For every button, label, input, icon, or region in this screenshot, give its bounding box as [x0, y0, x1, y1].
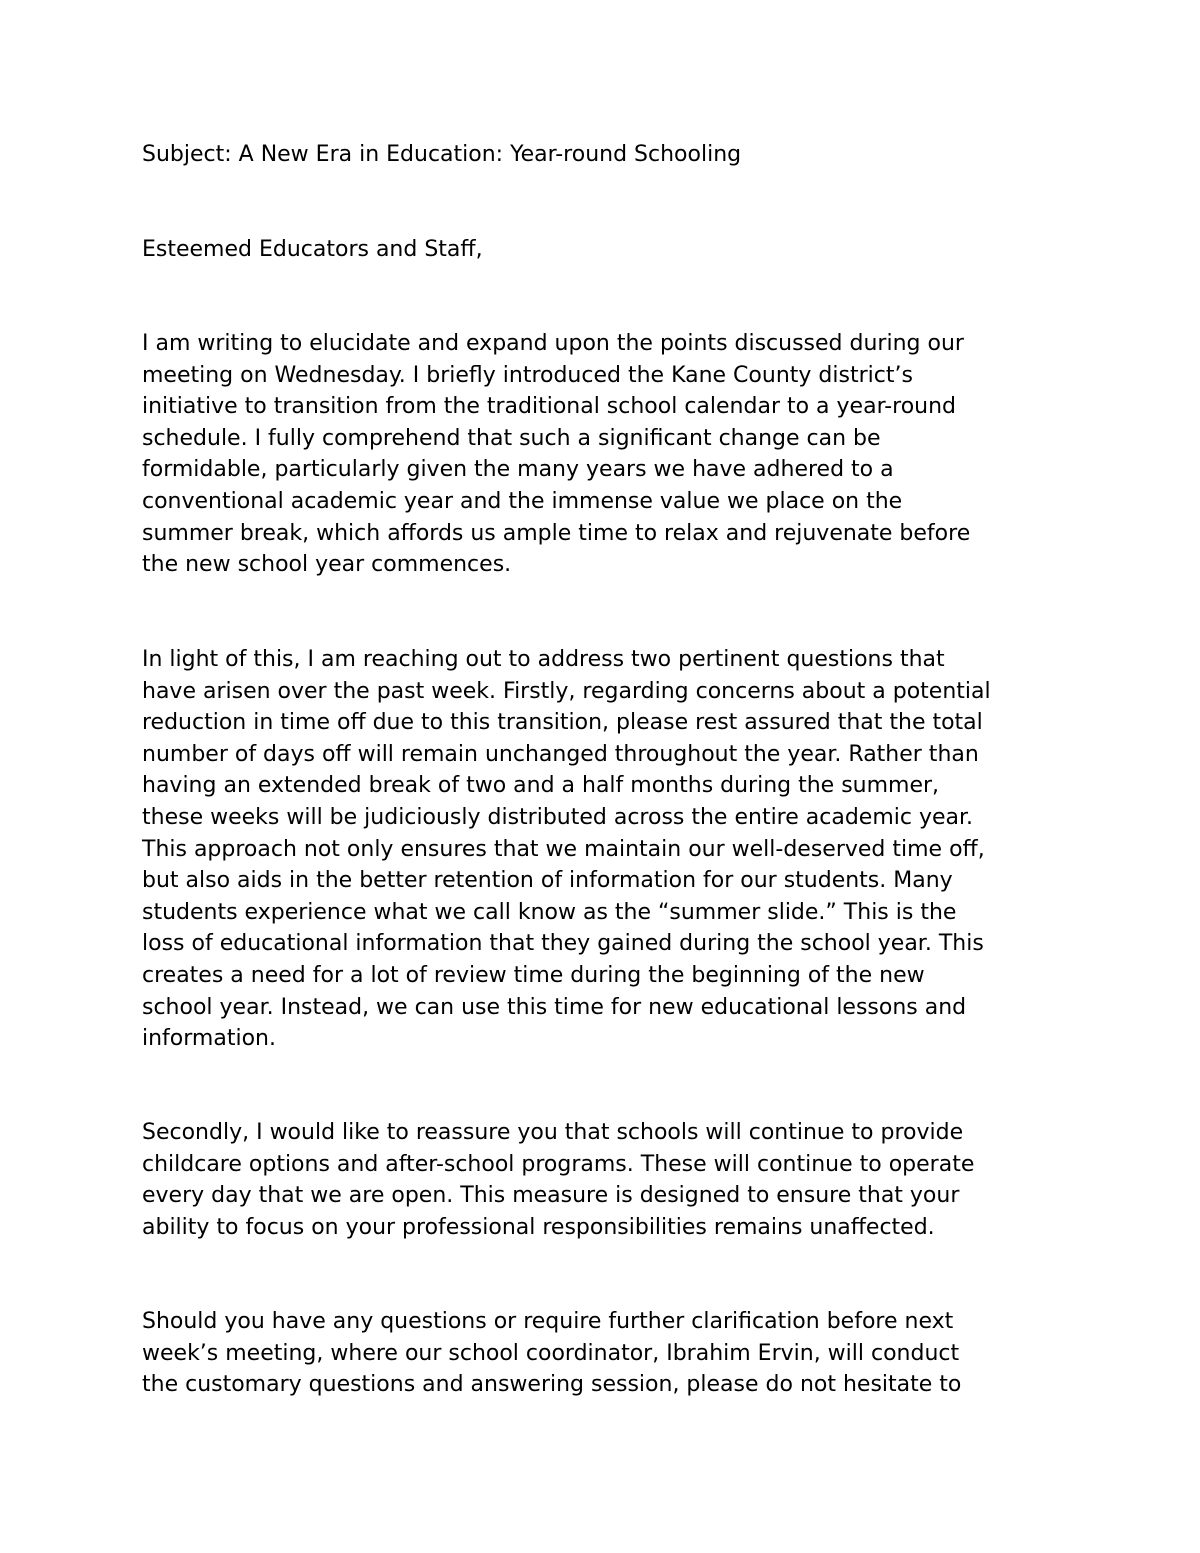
paragraph-line: conventional academic year and the immense value we place on the: [142, 488, 903, 514]
paragraph-line: information.: [142, 1026, 276, 1052]
greeting: Esteemed Educators and Staff,: [142, 237, 483, 262]
paragraph-line: schedule. I fully comprehend that such a significant change can be: [142, 425, 881, 451]
paragraph-3: [142, 1117, 1072, 1243]
paragraph-2: [142, 644, 1072, 1055]
subject-line: Subject: A New Era in Education: Year-round Schooling: [142, 142, 742, 167]
paragraph-line: meeting on Wednesday. I briefly introduced the Kane County district’s: [142, 362, 913, 388]
paragraph-line: week’s meeting, where our school coordinator, Ibrahim Ervin, will conduct: [142, 1340, 960, 1366]
paragraph-line: reduction in time off due to this transition, please rest assured that the total: [142, 710, 983, 736]
paragraph-line: In light of this, I am reaching out to address two pertinent questions that: [142, 647, 945, 672]
paragraph-line: summer break, which affords us ample time to relax and rejuvenate before: [142, 520, 971, 546]
paragraph-line: the customary questions and answering session, please do not hesitate to: [142, 1372, 962, 1398]
paragraph-line: Should you have any questions or require further clarification before next: [142, 1309, 954, 1334]
paragraph-line: formidable, particularly given the many years we have adhered to a: [142, 457, 894, 483]
paragraph-line: have arisen over the past week. Firstly, regarding concerns about a potential: [142, 678, 991, 704]
paragraph-line: school year. Instead, we can use this time for new educational lessons and: [142, 994, 967, 1020]
paragraph-line: Secondly, I would like to reassure you that schools will continue to provide: [142, 1120, 964, 1145]
paragraph-line: loss of educational information that they gained during the school year. This: [142, 931, 984, 957]
paragraph-line: ability to focus on your professional responsibilities remains unaffected.: [142, 1214, 935, 1240]
paragraph-line: the new school year commences.: [142, 552, 512, 578]
paragraph-4: [142, 1306, 1072, 1401]
paragraph-line: childcare options and after-school programs. These will continue to operate: [142, 1151, 975, 1177]
paragraph-line: students experience what we call know as the “summer slide.” This is the: [142, 899, 957, 925]
paragraph-line: initiative to transition from the traditional school calendar to a year-round: [142, 394, 957, 420]
paragraph-line: but also aids in the better retention of information for our students. Many: [142, 868, 953, 894]
paragraph-line: I am writing to elucidate and expand upon the points discussed during our: [142, 331, 964, 356]
paragraph-line: number of days off will remain unchanged throughout the year. Rather than: [142, 741, 979, 767]
paragraph-line: This approach not only ensures that we maintain our well-deserved time off,: [142, 836, 985, 862]
paragraph-1: [142, 328, 1072, 581]
paragraph-line: every day that we are open. This measure is designed to ensure that your: [142, 1183, 960, 1209]
paragraph-line: having an extended break of two and a half months during the summer,: [142, 773, 940, 799]
paragraph-line: these weeks will be judiciously distributed across the entire academic year.: [142, 804, 974, 830]
paragraph-line: creates a need for a lot of review time during the beginning of the new: [142, 962, 925, 988]
